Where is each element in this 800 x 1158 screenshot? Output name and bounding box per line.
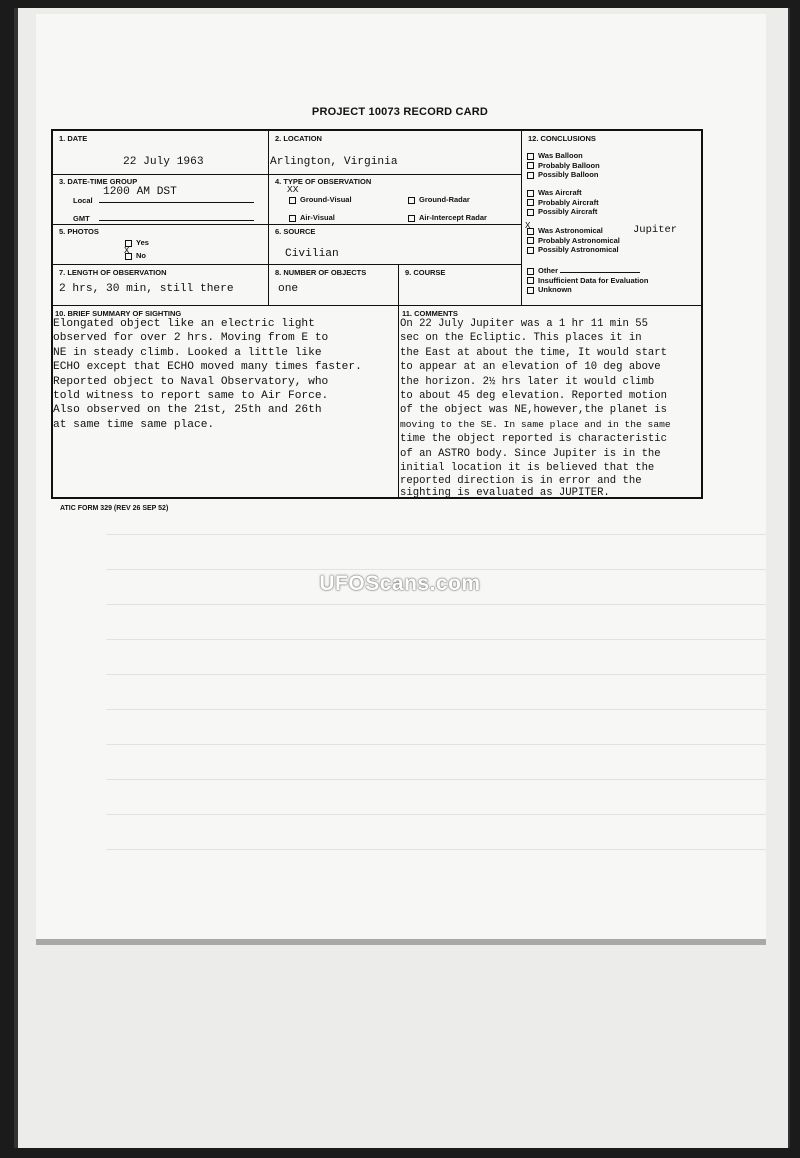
row-divider-4 <box>53 305 701 306</box>
checkbox-icon <box>527 247 534 254</box>
checkbox-icon <box>289 197 296 204</box>
col-divider-2 <box>398 264 399 499</box>
summary-line: Elongated object like an electric light <box>53 318 315 330</box>
row-divider-2 <box>53 224 521 225</box>
conclusions-list-balloon <box>527 151 600 180</box>
summary-header: 10. BRIEF SUMMARY OF SIGHTING <box>55 309 182 318</box>
conclusion-item: Probably Astronomical <box>527 236 620 246</box>
location-header: 2. LOCATION <box>275 134 322 143</box>
comments-line: sec on the Ecliptic. This places it in <box>400 332 642 345</box>
comments-line: sighting is evaluated as JUPITER. <box>400 487 610 500</box>
row-divider-3 <box>53 264 521 265</box>
checkbox-icon <box>289 215 296 222</box>
photos-no-mark: X <box>124 246 130 256</box>
comments-line: to appear at an elevation of 10 deg above <box>400 361 661 374</box>
dtg-header: 3. DATE-TIME GROUP <box>59 177 138 186</box>
summary-line: at same time same place. <box>53 418 215 431</box>
conclusions-header: 12. CONCLUSIONS <box>528 134 596 143</box>
type-obs-air-visual: Air-Visual <box>289 213 335 222</box>
col-divider-conclusions <box>521 131 522 305</box>
conclusion-item: Other <box>527 266 648 276</box>
col-divider-1 <box>268 131 269 305</box>
course-header: 9. COURSE <box>405 268 446 277</box>
form-number: ATIC FORM 329 (REV 26 SEP 52) <box>60 505 169 512</box>
record-form <box>51 129 703 499</box>
date-value: 22 July 1963 <box>123 156 204 168</box>
conclusions-list-aircraft <box>527 188 599 217</box>
checkbox-icon <box>527 287 534 294</box>
dtg-local-value: 1200 AM DST <box>103 186 177 198</box>
dtg-gmt-label: GMT <box>73 214 90 223</box>
conclusion-item: Unknown <box>527 285 648 295</box>
watermark-logo: UFOScans.com <box>319 572 481 595</box>
comments-line: time the object reported is characteristic <box>400 433 668 446</box>
photos-no: No <box>125 251 146 260</box>
comments-line: to about 45 deg elevation. Reported motion <box>400 390 668 403</box>
checkbox-icon <box>527 268 534 275</box>
photos-header: 5. PHOTOS <box>59 227 99 236</box>
checkbox-icon <box>527 277 534 284</box>
comments-line: reported direction is in error and the <box>400 475 642 488</box>
summary-line: Also observed on the 21st, 25th and 26th <box>53 404 322 417</box>
checkbox-icon <box>527 153 534 160</box>
dtg-gmt-underline <box>99 220 254 221</box>
photos-yes: Yes <box>125 238 149 247</box>
dtg-local-label: Local <box>73 196 93 205</box>
length-header: 7. LENGTH OF OBSERVATION <box>59 268 167 277</box>
comments-line: On 22 July Jupiter was a 1 hr 11 min 55 <box>400 318 648 330</box>
card-title: PROJECT 10073 RECORD CARD <box>311 106 489 118</box>
checkbox-icon <box>527 190 534 197</box>
conclusion-item: Probably Balloon <box>527 161 600 171</box>
comments-line: moving to the SE. In same place and in the same <box>400 418 671 430</box>
source-header: 6. SOURCE <box>275 227 316 236</box>
checkbox-icon <box>527 162 534 169</box>
type-obs-ground-radar: Ground-Radar <box>408 195 470 204</box>
checkbox-icon <box>408 197 415 204</box>
comments-line: of the object was NE,however,the planet is <box>400 404 668 417</box>
checkbox-icon <box>527 209 534 216</box>
num-objects-value: one <box>278 283 299 295</box>
summary-line: Reported object to Naval Observatory, who <box>53 375 329 388</box>
num-objects-header: 8. NUMBER OF OBJECTS <box>275 268 367 277</box>
checkbox-icon <box>527 237 534 244</box>
date-header: 1. DATE <box>59 134 88 143</box>
source-value: Civilian <box>285 248 339 260</box>
comments-line: initial location it is believed that the <box>400 462 655 475</box>
conclusions-list-other <box>527 266 648 295</box>
checkbox-icon <box>527 199 534 206</box>
type-obs-ground-visual: Ground-Visual <box>289 195 352 204</box>
comments-header: 11. COMMENTS <box>402 309 458 318</box>
summary-line: ECHO except that ECHO moved many times faster. <box>53 361 362 374</box>
comments-line: the horizon. 2½ hrs later it would climb <box>400 375 655 388</box>
conclusion-item: Was Balloon <box>527 151 600 161</box>
comments-line: the East at about the time, It would start <box>400 346 668 359</box>
checkbox-icon <box>527 228 534 235</box>
summary-line: NE in steady climb. Looked a little like <box>53 346 322 359</box>
length-value: 2 hrs, 30 min, still there <box>59 283 234 295</box>
conclusion-item: Possibly Aircraft <box>527 207 599 217</box>
astro-note: Jupiter <box>633 224 678 236</box>
comments-text <box>400 317 671 499</box>
summary-line: told witness to report same to Air Force. <box>53 390 329 403</box>
conclusion-item: Was Aircraft <box>527 188 599 198</box>
conclusions-list-astro <box>527 226 620 255</box>
dtg-local-underline <box>99 202 254 203</box>
conclusion-item: Possibly Balloon <box>527 170 600 180</box>
astro-check-mark: X <box>525 221 531 231</box>
conclusion-item: Possibly Astronomical <box>527 245 620 255</box>
location-value: Arlington, Virginia <box>270 156 398 168</box>
conclusion-item: Was Astronomical <box>527 226 620 236</box>
type-obs-header: 4. TYPE OF OBSERVATION <box>275 177 372 186</box>
checkbox-icon <box>408 215 415 222</box>
conclusion-item: Probably Aircraft <box>527 198 599 208</box>
type-obs-mark: XX <box>287 184 299 195</box>
summary-line: observed for over 2 hrs. Moving from E to <box>53 332 329 345</box>
conclusion-item: Insufficient Data for Evaluation <box>527 276 648 286</box>
checkbox-icon <box>527 172 534 179</box>
type-obs-air-intercept: Air-Intercept Radar <box>408 213 487 222</box>
summary-text <box>53 317 362 432</box>
row-divider-1 <box>53 174 521 175</box>
comments-line: of an ASTRO body. Since Jupiter is in the <box>400 447 661 460</box>
